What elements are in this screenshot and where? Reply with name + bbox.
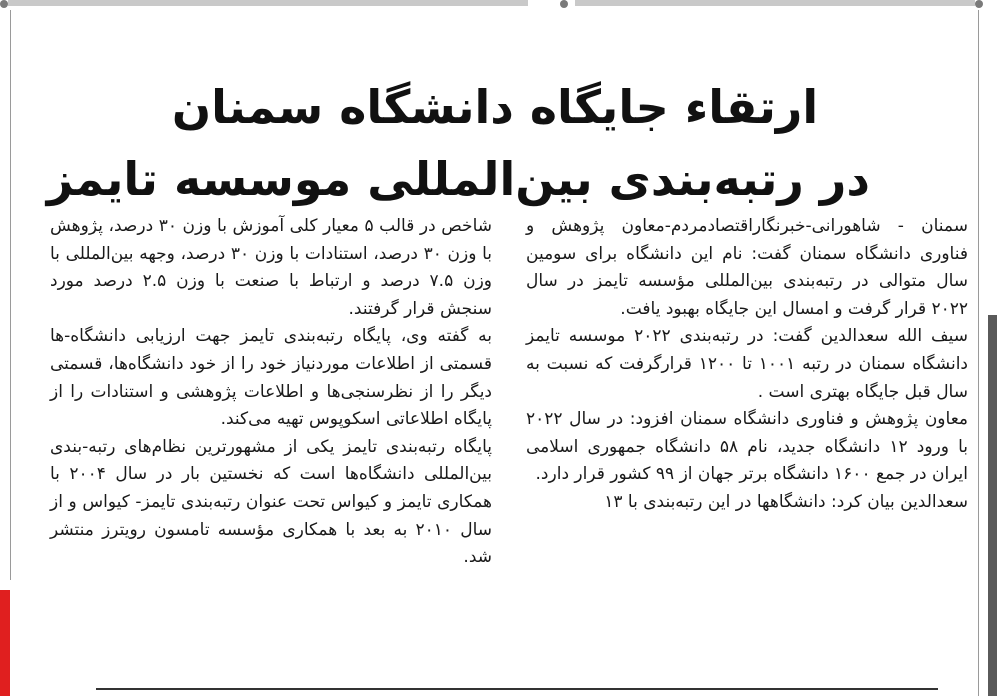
paragraph: معاون پژوهش و فناوری دانشگاه سمنان افزود: در سال ۲۰۲۲ با ورود ۱۲ دانشگاه جدید، نام ۵۸ دانشگاه جمهوری اسلامی ایران در جمع ۱۶۰۰ دانشگاه برتر جهان از ۹۹ کشور قرار دارد. [526, 409, 968, 485]
corner-dot-right [975, 0, 983, 8]
top-rule-left [8, 0, 528, 6]
paragraph: شاخص در قالب ۵ معیار کلی آموزش با وزن ۳۰ درصد، پژوهش با وزن ۳۰ درصد، استنادات با وزن ۳۰ درصد، وجهه بین‌المللی با وزن ۷.۵ درصد و ارتباط با صنعت با وزن ۲.۵ درصد مورد سنجش قرار گرفتند. [50, 216, 493, 319]
headline-line-2: در رتبه‌بندی بین‌المللی موسسه تایمز [46, 151, 870, 206]
article-column-right [526, 213, 968, 517]
article-column-left [50, 213, 492, 572]
red-accent-bar [0, 590, 10, 696]
corner-dot-middle [560, 0, 568, 8]
paragraph: به گفته وی، پایگاه رتبه‌بندی تایمز جهت ارزیابی دانشگاه-ها قسمتی از اطلاعات موردنیاز خود را از خود دانشگاه‌ها، قسمتی دیگر را از نظرسنجی‌ها و اطلاعات پژوهشی و استنادات را از پایگاه اطلاعاتی اسکوپوس تهیه می‌کند. [50, 326, 492, 430]
paragraph: پایگاه رتبه‌بندی تایمز یکی از مشهورترین نظام‌های رتبه-بندی بین‌المللی دانشگاه‌ها است که نخستین بار در سال ۲۰۰۴ با همکاری تایمز و کیواس تحت عنوان رتبه‌بندی تایمز- کیواس و از سال ۲۰۱۰ به بعد با همکاری مؤسسه تامسون رویترز منتشر شد. [50, 436, 492, 568]
top-rule-right [575, 0, 975, 6]
paragraph: سعدالدین بیان کرد: دانشگاهها در این رتبه‌بندی با ۱۳ [604, 491, 968, 512]
right-edge-strip [988, 315, 997, 696]
bottom-rule [96, 688, 938, 690]
corner-dot-left [0, 0, 8, 8]
left-border [10, 10, 11, 580]
right-border [978, 10, 979, 696]
paragraph: سیف الله سعدالدین گفت: در رتبه‌بندی ۲۰۲۲ موسسه تایمز دانشگاه سمنان در رتبه ۱۰۰۱ تا ۱۲۰۰ قرارگرفت که نسبت به سال قبل جایگاه بهتری است . [526, 326, 968, 402]
paragraph: سمنان - شاهورانی-خبرنگاراقتصادمردم-معاون پژوهش و فناوری دانشگاه سمنان گفت: نام این دانشگاه برای سومین سال متوالی در رتبه‌بندی بین‌المللی مؤسسه تایمز در سال ۲۰۲۲ قرار گرفت و امسال این جایگاه بهبود یافت. [526, 216, 968, 319]
headline-line-1: ارتقاء جایگاه دانشگاه سمنان [171, 79, 819, 134]
